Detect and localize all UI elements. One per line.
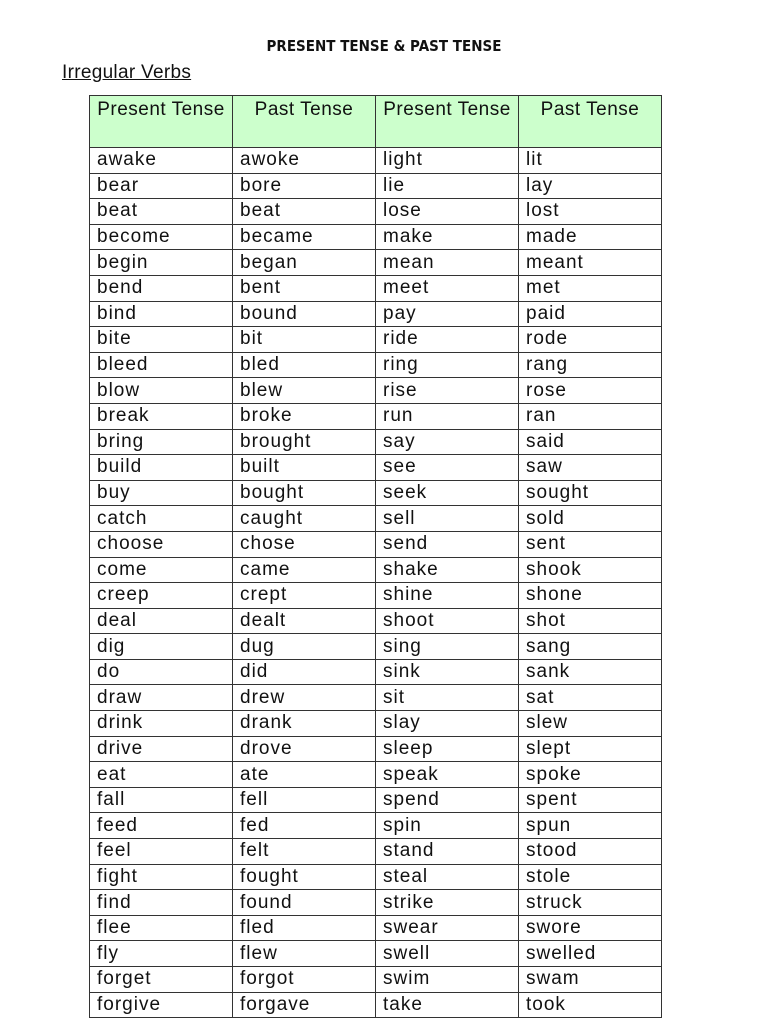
- table-row: [90, 941, 662, 967]
- present-tense-cell: catch: [90, 506, 233, 532]
- past-tense-cell: said: [519, 429, 662, 455]
- table-row: [90, 583, 662, 609]
- table-row: [90, 148, 662, 174]
- past-tense-cell: drank: [233, 711, 376, 737]
- table-row: [90, 429, 662, 455]
- present-tense-cell: find: [90, 890, 233, 916]
- past-tense-cell: fled: [233, 915, 376, 941]
- present-tense-cell: fight: [90, 864, 233, 890]
- past-tense-cell: broke: [233, 403, 376, 429]
- table-row: [90, 967, 662, 993]
- past-tense-cell: sang: [519, 634, 662, 660]
- present-tense-cell: say: [376, 429, 519, 455]
- past-tense-cell: chose: [233, 531, 376, 557]
- past-tense-cell: slew: [519, 711, 662, 737]
- present-tense-cell: do: [90, 659, 233, 685]
- present-tense-cell: forget: [90, 967, 233, 993]
- past-tense-cell: did: [233, 659, 376, 685]
- table-row: [90, 787, 662, 813]
- present-tense-cell: light: [376, 148, 519, 174]
- past-tense-cell: shone: [519, 583, 662, 609]
- past-tense-cell: spoke: [519, 762, 662, 788]
- past-tense-cell: swelled: [519, 941, 662, 967]
- present-tense-cell: build: [90, 455, 233, 481]
- table-row: [90, 378, 662, 404]
- present-tense-cell: sing: [376, 634, 519, 660]
- past-tense-cell: began: [233, 250, 376, 276]
- present-tense-cell: pay: [376, 301, 519, 327]
- header-past-tense: Past Tense: [519, 96, 662, 148]
- present-tense-cell: slay: [376, 711, 519, 737]
- present-tense-cell: flee: [90, 915, 233, 941]
- present-tense-cell: take: [376, 992, 519, 1018]
- present-tense-cell: fall: [90, 787, 233, 813]
- present-tense-cell: swell: [376, 941, 519, 967]
- table-row: [90, 659, 662, 685]
- past-tense-cell: ran: [519, 403, 662, 429]
- present-tense-cell: fly: [90, 941, 233, 967]
- past-tense-cell: lost: [519, 199, 662, 225]
- table-body: [90, 148, 662, 1018]
- table-row: [90, 711, 662, 737]
- table-row: [90, 992, 662, 1018]
- past-tense-cell: ate: [233, 762, 376, 788]
- present-tense-cell: bring: [90, 429, 233, 455]
- past-tense-cell: forgot: [233, 967, 376, 993]
- present-tense-cell: draw: [90, 685, 233, 711]
- present-tense-cell: see: [376, 455, 519, 481]
- past-tense-cell: stole: [519, 864, 662, 890]
- present-tense-cell: sink: [376, 659, 519, 685]
- table-row: [90, 301, 662, 327]
- table-header-row: [90, 96, 662, 148]
- past-tense-cell: bent: [233, 275, 376, 301]
- header-present-tense: Present Tense: [90, 96, 233, 148]
- present-tense-cell: lie: [376, 173, 519, 199]
- past-tense-cell: came: [233, 557, 376, 583]
- present-tense-cell: feel: [90, 839, 233, 865]
- table-row: [90, 199, 662, 225]
- table-row: [90, 480, 662, 506]
- present-tense-cell: beat: [90, 199, 233, 225]
- past-tense-cell: found: [233, 890, 376, 916]
- present-tense-cell: make: [376, 224, 519, 250]
- past-tense-cell: rose: [519, 378, 662, 404]
- present-tense-cell: mean: [376, 250, 519, 276]
- table-row: [90, 224, 662, 250]
- table-row: [90, 506, 662, 532]
- present-tense-cell: swim: [376, 967, 519, 993]
- table-row: [90, 634, 662, 660]
- present-tense-cell: steal: [376, 864, 519, 890]
- past-tense-cell: sought: [519, 480, 662, 506]
- present-tense-cell: bend: [90, 275, 233, 301]
- past-tense-cell: rode: [519, 327, 662, 353]
- table-row: [90, 352, 662, 378]
- table-row: [90, 250, 662, 276]
- present-tense-cell: sit: [376, 685, 519, 711]
- present-tense-cell: become: [90, 224, 233, 250]
- present-tense-cell: seek: [376, 480, 519, 506]
- present-tense-cell: lose: [376, 199, 519, 225]
- present-tense-cell: bleed: [90, 352, 233, 378]
- past-tense-cell: awoke: [233, 148, 376, 174]
- present-tense-cell: spend: [376, 787, 519, 813]
- past-tense-cell: crept: [233, 583, 376, 609]
- past-tense-cell: paid: [519, 301, 662, 327]
- past-tense-cell: blew: [233, 378, 376, 404]
- present-tense-cell: dig: [90, 634, 233, 660]
- past-tense-cell: dug: [233, 634, 376, 660]
- present-tense-cell: rise: [376, 378, 519, 404]
- present-tense-cell: swear: [376, 915, 519, 941]
- irregular-verbs-table: [89, 95, 662, 1018]
- present-tense-cell: forgive: [90, 992, 233, 1018]
- present-tense-cell: buy: [90, 480, 233, 506]
- past-tense-cell: shot: [519, 608, 662, 634]
- table-row: [90, 839, 662, 865]
- past-tense-cell: bore: [233, 173, 376, 199]
- present-tense-cell: meet: [376, 275, 519, 301]
- past-tense-cell: became: [233, 224, 376, 250]
- present-tense-cell: shoot: [376, 608, 519, 634]
- past-tense-cell: met: [519, 275, 662, 301]
- past-tense-cell: struck: [519, 890, 662, 916]
- past-tense-cell: bled: [233, 352, 376, 378]
- present-tense-cell: break: [90, 403, 233, 429]
- past-tense-cell: caught: [233, 506, 376, 532]
- past-tense-cell: drove: [233, 736, 376, 762]
- past-tense-cell: swam: [519, 967, 662, 993]
- table-row: [90, 685, 662, 711]
- table-row: [90, 327, 662, 353]
- past-tense-cell: bit: [233, 327, 376, 353]
- past-tense-cell: bought: [233, 480, 376, 506]
- present-tense-cell: shake: [376, 557, 519, 583]
- present-tense-cell: bear: [90, 173, 233, 199]
- past-tense-cell: rang: [519, 352, 662, 378]
- present-tense-cell: eat: [90, 762, 233, 788]
- past-tense-cell: slept: [519, 736, 662, 762]
- present-tense-cell: creep: [90, 583, 233, 609]
- table-row: [90, 173, 662, 199]
- past-tense-cell: dealt: [233, 608, 376, 634]
- past-tense-cell: fought: [233, 864, 376, 890]
- table-row: [90, 864, 662, 890]
- present-tense-cell: send: [376, 531, 519, 557]
- past-tense-cell: spent: [519, 787, 662, 813]
- present-tense-cell: begin: [90, 250, 233, 276]
- past-tense-cell: sank: [519, 659, 662, 685]
- past-tense-cell: lit: [519, 148, 662, 174]
- table-row: [90, 813, 662, 839]
- past-tense-cell: forgave: [233, 992, 376, 1018]
- past-tense-cell: shook: [519, 557, 662, 583]
- header-past-tense: Past Tense: [233, 96, 376, 148]
- past-tense-cell: fed: [233, 813, 376, 839]
- past-tense-cell: stood: [519, 839, 662, 865]
- table-row: [90, 531, 662, 557]
- present-tense-cell: sell: [376, 506, 519, 532]
- past-tense-cell: beat: [233, 199, 376, 225]
- past-tense-cell: drew: [233, 685, 376, 711]
- present-tense-cell: shine: [376, 583, 519, 609]
- present-tense-cell: drink: [90, 711, 233, 737]
- table-row: [90, 915, 662, 941]
- past-tense-cell: took: [519, 992, 662, 1018]
- table-row: [90, 608, 662, 634]
- past-tense-cell: flew: [233, 941, 376, 967]
- present-tense-cell: bite: [90, 327, 233, 353]
- past-tense-cell: bound: [233, 301, 376, 327]
- table-row: [90, 455, 662, 481]
- present-tense-cell: bind: [90, 301, 233, 327]
- present-tense-cell: come: [90, 557, 233, 583]
- past-tense-cell: felt: [233, 839, 376, 865]
- past-tense-cell: lay: [519, 173, 662, 199]
- past-tense-cell: saw: [519, 455, 662, 481]
- past-tense-cell: fell: [233, 787, 376, 813]
- present-tense-cell: drive: [90, 736, 233, 762]
- table-row: [90, 736, 662, 762]
- past-tense-cell: made: [519, 224, 662, 250]
- present-tense-cell: sleep: [376, 736, 519, 762]
- past-tense-cell: brought: [233, 429, 376, 455]
- past-tense-cell: spun: [519, 813, 662, 839]
- table-row: [90, 275, 662, 301]
- present-tense-cell: blow: [90, 378, 233, 404]
- past-tense-cell: meant: [519, 250, 662, 276]
- past-tense-cell: sold: [519, 506, 662, 532]
- table-row: [90, 557, 662, 583]
- past-tense-cell: built: [233, 455, 376, 481]
- table-row: [90, 890, 662, 916]
- present-tense-cell: awake: [90, 148, 233, 174]
- present-tense-cell: choose: [90, 531, 233, 557]
- present-tense-cell: speak: [376, 762, 519, 788]
- present-tense-cell: ring: [376, 352, 519, 378]
- present-tense-cell: ride: [376, 327, 519, 353]
- present-tense-cell: strike: [376, 890, 519, 916]
- present-tense-cell: spin: [376, 813, 519, 839]
- past-tense-cell: swore: [519, 915, 662, 941]
- page-title: PRESENT TENSE & PAST TENSE: [266, 37, 502, 55]
- section-heading: Irregular Verbs: [62, 62, 192, 83]
- past-tense-cell: sent: [519, 531, 662, 557]
- table-row: [90, 403, 662, 429]
- header-present-tense: Present Tense: [376, 96, 519, 148]
- present-tense-cell: deal: [90, 608, 233, 634]
- present-tense-cell: feed: [90, 813, 233, 839]
- present-tense-cell: run: [376, 403, 519, 429]
- present-tense-cell: stand: [376, 839, 519, 865]
- past-tense-cell: sat: [519, 685, 662, 711]
- table-row: [90, 762, 662, 788]
